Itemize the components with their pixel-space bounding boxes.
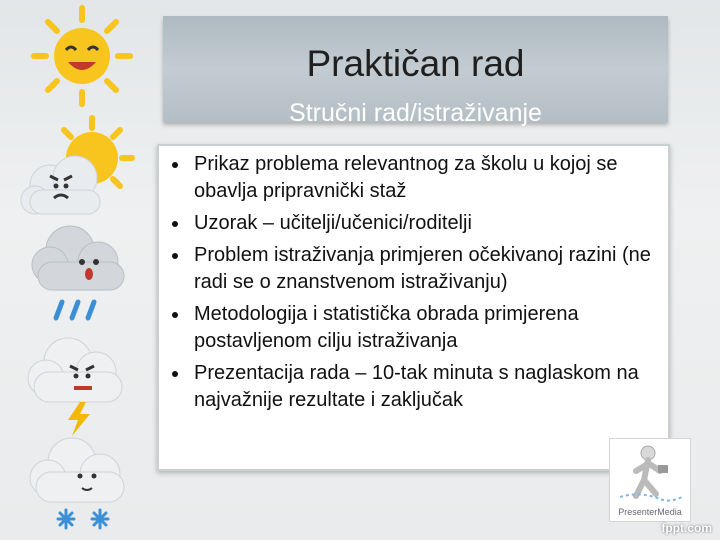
bullet-dot-icon (172, 253, 178, 259)
presenter-figure-icon (610, 439, 690, 509)
presenter-label: PresenterMedia (618, 507, 682, 517)
bullet-text: Prezentacija rada – 10-tak minuta s naglaskom na najvažnije rezultate i zaključak (194, 362, 639, 411)
bullet-item (169, 210, 664, 237)
snow-cloud-icon (30, 438, 124, 528)
bullet-list (169, 151, 664, 419)
title-banner (163, 16, 668, 127)
bullet-text: Problem istraživanja primjeren očekivanoj razini (ne radi se o znanstvenom istraživanju) (194, 244, 651, 293)
bullet-text: Prikaz problema relevantnog za školu u kojoj se obavlja pripravnički staž (194, 153, 618, 202)
sun-icon (34, 8, 130, 104)
watermark: fppt.com (661, 521, 712, 535)
bullet-dot-icon (172, 312, 178, 318)
storm-cloud-icon (28, 338, 122, 436)
bullet-item (169, 151, 664, 205)
bullet-dot-icon (172, 221, 178, 227)
bullet-item (169, 360, 664, 414)
weather-emoticons-decoration (0, 0, 150, 540)
bullet-text: Metodologija i statistička obrada primjerena postavljenom cilju istraživanja (194, 303, 579, 352)
bullet-item (169, 242, 664, 296)
sun-cloud-angry-icon (21, 118, 132, 214)
presenter-media-badge (609, 438, 691, 522)
content-panel (157, 144, 670, 471)
bullet-item (169, 301, 664, 355)
bullet-dot-icon (172, 162, 178, 168)
bullet-dot-icon (172, 371, 178, 377)
rain-cloud-icon (32, 226, 124, 318)
bullet-text: Uzorak – učitelji/učenici/roditelji (194, 212, 472, 234)
slide-title: Praktičan rad (306, 43, 525, 84)
slide-subtitle: Stručni rad/istraživanje (289, 99, 542, 127)
